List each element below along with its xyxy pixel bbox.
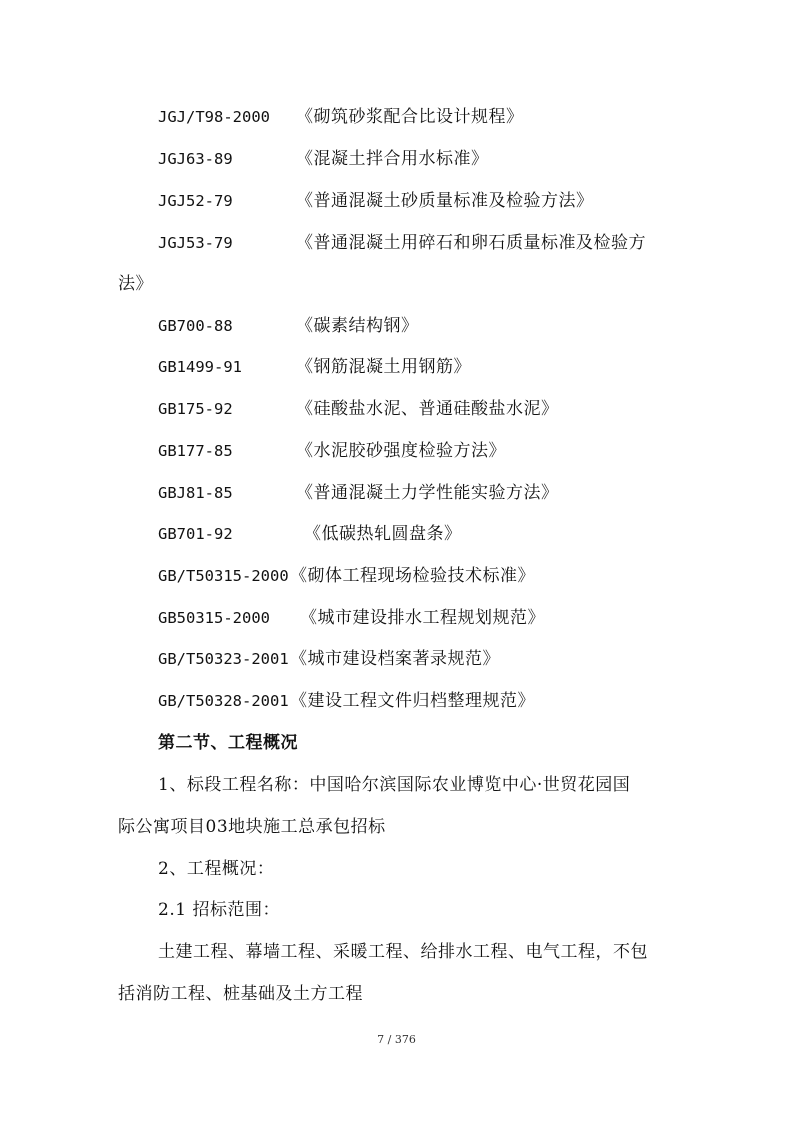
standard-title: 《普通混凝土用碎石和卵石质量标准及检验方 [296,233,646,253]
standard-code: GB700-88 [158,317,233,335]
standard-title: 《普通混凝土力学性能实验方法》 [296,483,559,503]
standard-code: GB701-92 [158,525,233,543]
standard-code: JGJ52-79 [158,192,233,210]
standard-code: GB175-92 [158,400,233,418]
paragraph-scope-line2: 括消防工程、桩基础及土方工程 [118,984,363,1004]
standard-title: 《建设工程文件归档整理规范》 [290,691,535,711]
standard-code: GB/T50328-2001 [158,692,289,710]
standard-title: 《低碳热轧圆盘条》 [304,524,462,544]
section-heading: 第二节、工程概况 [158,733,298,753]
standard-title-continuation: 法》 [118,274,153,294]
standard-title: 《砌筑砂浆配合比设计规程》 [296,107,524,127]
paragraph-item2: 2、工程概况： [158,859,275,879]
standard-code: JGJ63-89 [158,150,233,168]
standard-title: 《城市建设排水工程规划规范》 [300,608,545,628]
paragraph-item1-line2: 际公寓项目03地块施工总承包招标 [118,817,386,837]
standard-code: JGJ/T98-2000 [158,108,270,126]
standard-title: 《砌体工程现场检验技术标准》 [290,566,535,586]
standard-code: GB/T50315-2000 [158,567,289,585]
standard-title: 《普通混凝土砂质量标准及检验方法》 [296,191,594,211]
standard-title: 《城市建设档案著录规范》 [290,649,500,669]
standard-title: 《混凝土拌合用水标准》 [296,149,489,169]
standard-code: GB/T50323-2001 [158,650,289,668]
standard-code: GB50315-2000 [158,609,270,627]
page-number: 7 / 376 [377,1033,416,1046]
standard-title: 《钢筋混凝土用钢筋》 [296,357,471,377]
standard-title: 《碳素结构钢》 [296,316,419,336]
standard-code: JGJ53-79 [158,234,233,252]
paragraph-scope-line1: 土建工程、幕墙工程、采暖工程、给排水工程、电气工程，不包 [158,942,648,962]
paragraph-item1-line1: 1、标段工程名称：中国哈尔滨国际农业博览中心·世贸花园国 [158,775,631,795]
standard-title: 《硅酸盐水泥、普通硅酸盐水泥》 [296,399,559,419]
standard-code: GBJ81-85 [158,484,233,502]
standard-title: 《水泥胶砂强度检验方法》 [296,441,506,461]
standard-code: GB1499-91 [158,358,242,376]
paragraph-item21: 2.1 招标范围： [158,900,280,920]
standard-code: GB177-85 [158,442,233,460]
